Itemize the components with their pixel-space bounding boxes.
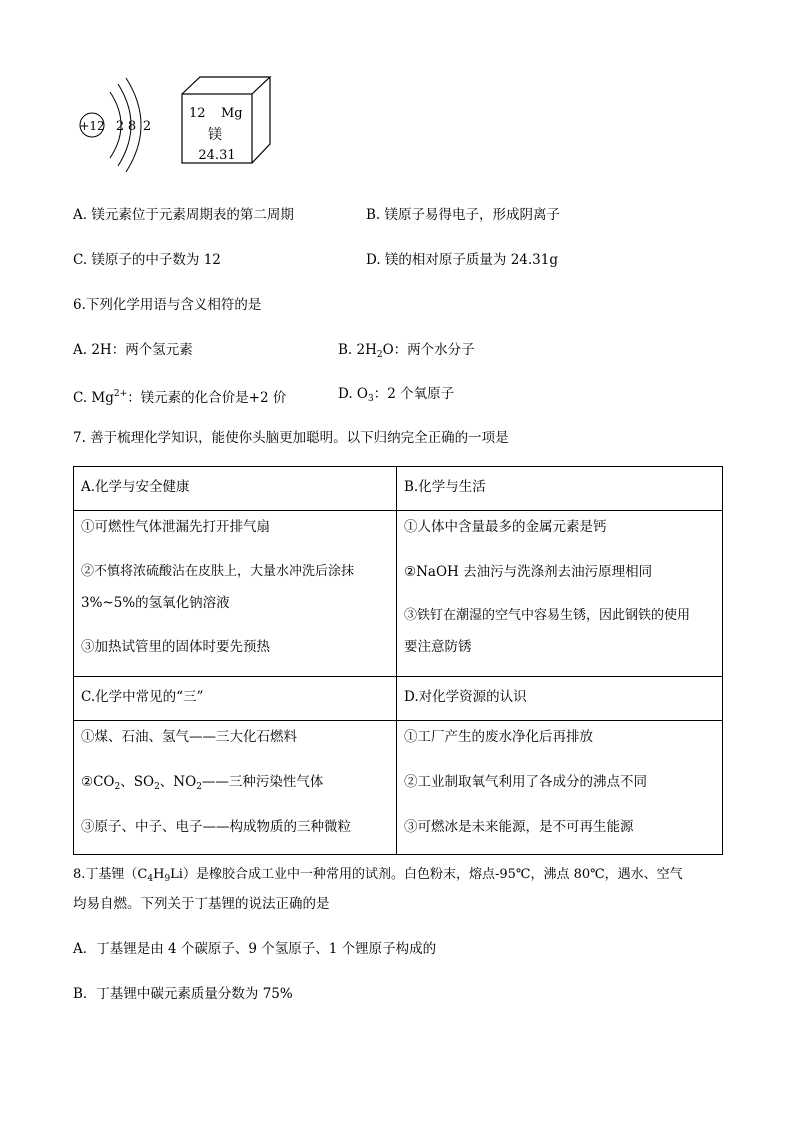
shell-electrons-3: 2 [142, 119, 152, 134]
q7-c2-s1: 2 [114, 782, 121, 792]
atomic-mass: 24.31 [198, 148, 236, 163]
q5-option-a: A. 镁元素位于元素周期表的第二周期 [73, 207, 294, 223]
q6-c-pre: C. Mg [73, 390, 114, 406]
q8-stem-post: Li）是橡胶合成工业中一种常用的试剂。白色粉末，熔点-95℃，沸点 80℃，遇水、空气 [170, 867, 683, 882]
q7-content-row-2 [74, 721, 723, 855]
q8-stem-line-1 [73, 865, 683, 889]
q7-c2-d: ——三种污染性气体 [201, 774, 324, 790]
q8-option-a: A．丁基锂是由 4 个碳原子、9 个氢原子、1 个锂原子构成的 [73, 941, 437, 957]
q7-d-item-3: ③可燃冰是未来能源，是不可再生能源 [404, 819, 634, 835]
q7-cell-a-content [74, 511, 397, 677]
q7-cell-c-title: C.化学中常见的“三” [74, 677, 397, 721]
q8-stem-line-2: 均易自燃。下列关于丁基锂的说法正确的是 [73, 896, 330, 912]
q7-table [73, 466, 723, 855]
q7-stem: 7. 善于梳理化学知识，能使你头脑更加聪明。以下归纳完全正确的一项是 [73, 430, 509, 446]
q7-c-item-2 [81, 772, 323, 797]
element-name: 镁 [208, 127, 222, 143]
atom-structure-diagram [79, 78, 151, 172]
q6-d-pre: D. O [338, 386, 368, 402]
q7-c2-a: ②CO [81, 774, 115, 790]
q7-a-item-3: ③加热试管里的固体时要先预热 [81, 639, 270, 655]
q5-option-b: B. 镁原子易得电子，形成阴离子 [366, 207, 561, 223]
q6-option-b [338, 340, 475, 365]
q6-b-sub: 2 [376, 350, 383, 360]
q6-c-post: ：镁元素的化合价是+2 价 [127, 390, 287, 406]
q8-sub-2: 9 [164, 874, 171, 884]
q8-stem-pre: 8.丁基锂（C [73, 867, 148, 882]
q6-stem: 6.下列化学用语与含义相符的是 [73, 297, 262, 313]
q7-header-row-2 [74, 677, 723, 721]
atomic-number: 12 [189, 106, 206, 121]
q7-b-item-1: ①人体中含量最多的金属元素是钙 [404, 519, 607, 535]
q7-cell-d-content [397, 721, 723, 855]
q6-d-post: ：2 个氧原子 [373, 386, 455, 402]
shell-electrons-1: 2 [115, 119, 125, 134]
q6-option-d [338, 384, 454, 409]
q7-content-row-1 [74, 511, 723, 677]
q7-b-item-3-line-2: 要注意防锈 [404, 639, 472, 655]
magnesium-figure [76, 70, 276, 170]
q5-option-d: D. 镁的相对原子质量为 24.31g [366, 252, 559, 268]
q6-option-c [73, 384, 286, 408]
q7-c2-s2: 2 [154, 782, 160, 792]
q6-option-a: A. 2H：两个氢元素 [73, 342, 193, 358]
q7-c2-s3: 2 [196, 782, 202, 792]
shell-electrons-2: 8 [127, 119, 137, 134]
q7-a-item-2-line-2: 3%~5%的氢氧化钠溶液 [81, 595, 230, 611]
q7-cell-b-title: B.化学与生活 [397, 467, 723, 511]
q7-a-item-2-line-1: ②不慎将浓硫酸沾在皮肤上，大量水冲洗后涂抹 [81, 564, 355, 579]
q7-c2-c: 、NO [159, 774, 197, 790]
q7-cell-b-content [397, 511, 723, 677]
q7-d-item-1: ①工厂产生的废水净化后再排放 [404, 729, 593, 745]
q8-option-b: B．丁基锂中碳元素质量分数为 75% [73, 986, 293, 1002]
element-cell-side [252, 77, 270, 163]
element-cell-top [182, 77, 270, 94]
q7-cell-d-title: D.对化学资源的认识 [397, 677, 723, 721]
q7-header-row-1 [74, 467, 723, 511]
q6-b-pre: B. 2H [338, 342, 377, 358]
q7-d-item-2: ②工业制取氧气利用了各成分的沸点不同 [404, 774, 647, 790]
q7-c-item-3: ③原子、中子、电子——构成物质的三种微粒 [81, 819, 351, 835]
nucleus-charge: +12 [79, 119, 105, 133]
q8-stem-mid: H [153, 867, 165, 882]
q6-b-post: O：两个水分子 [382, 342, 475, 358]
q7-b-item-3-line-1: ③铁钉在潮湿的空气中容易生锈，因此钢铁的使用 [404, 608, 691, 623]
element-cell [182, 77, 270, 163]
q6-d-sub: 3 [368, 394, 374, 404]
q7-c2-b: 、SO [120, 774, 155, 790]
q5-option-c: C. 镁原子的中子数为 12 [73, 252, 221, 268]
q7-c-item-1: ①煤、石油、氢气——三大化石燃料 [81, 729, 297, 745]
q7-b-item-2: ②NaOH 去油污与洗涤剂去油污原理相同 [404, 564, 653, 580]
q7-a-item-1: ①可燃性气体泄漏先打开排气扇 [81, 519, 270, 535]
q6-c-sup: 2+ [113, 389, 128, 399]
q8-sub-1: 4 [147, 874, 154, 884]
q7-cell-c-content [74, 721, 397, 855]
element-symbol: Mg [221, 106, 243, 121]
q7-cell-a-title: A.化学与安全健康 [74, 467, 397, 511]
